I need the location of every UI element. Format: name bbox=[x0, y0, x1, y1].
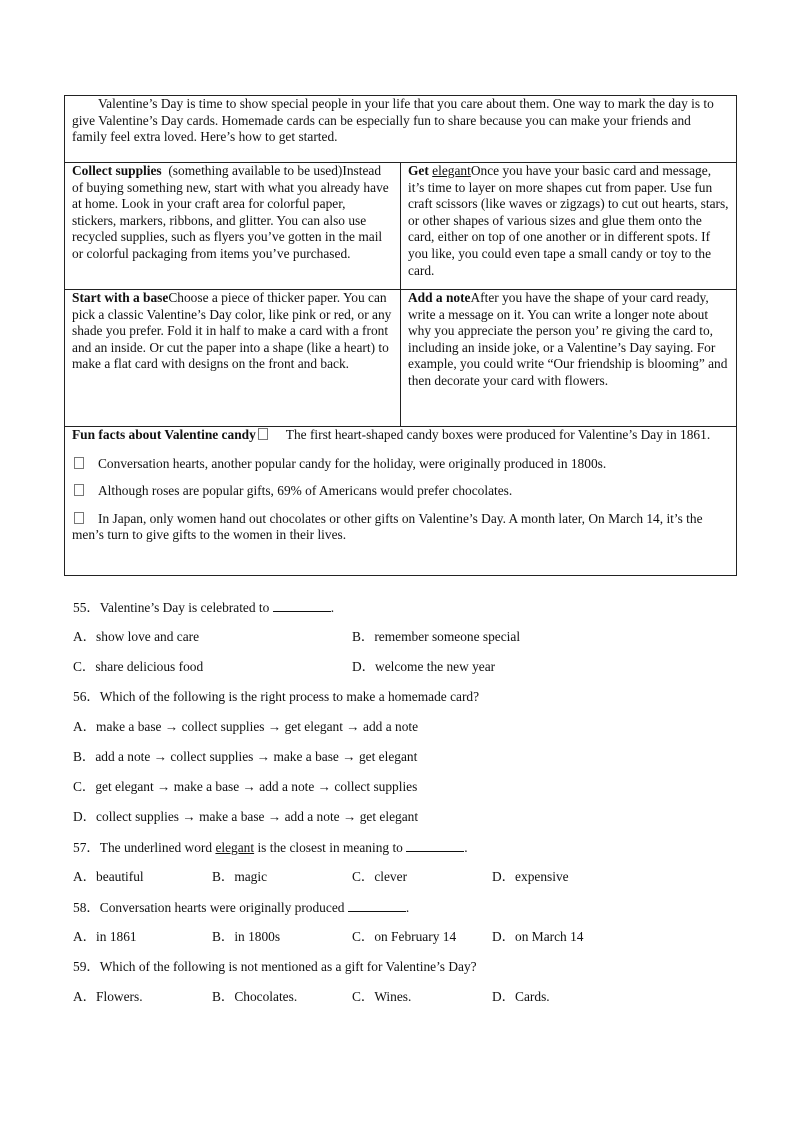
start-with-base-heading: Start with a base bbox=[72, 290, 169, 305]
fun-fact-item bbox=[72, 511, 729, 544]
add-note-body: After you have the shape of your card ready, write a message on it. You can write a longer note about why you appreciate the person you’ re giving the card to, including an inside joke, or a Valentine’s Day saying. For example, you could write “Our friendship is blooming” and then decorate your card with flowers. bbox=[408, 290, 728, 388]
fun-fact-item bbox=[72, 483, 729, 500]
option-c[interactable]: C．clever bbox=[352, 869, 408, 884]
question-55-options-row-1 bbox=[73, 629, 753, 659]
collect-supplies-cell bbox=[65, 163, 401, 290]
option-d[interactable]: D．Cards. bbox=[492, 989, 550, 1004]
option-d[interactable]: D．expensive bbox=[492, 869, 569, 884]
get-elegant-cell bbox=[401, 163, 737, 290]
question-59-stem: 59．Which of the following is not mentioned as a gift for Valentine’s Day? bbox=[73, 959, 477, 974]
fun-fact-text: Conversation hearts, another popular candy for the holiday, were originally produced in 1800s. bbox=[98, 455, 607, 471]
option-b[interactable]: B．Chocolates. bbox=[212, 989, 298, 1004]
question-59-options bbox=[73, 989, 753, 1019]
underlined-word: elegant bbox=[215, 840, 255, 855]
add-note-cell bbox=[401, 290, 737, 427]
answer-blank bbox=[348, 899, 406, 912]
start-with-base-body: Choose a piece of thicker paper. You can pick a classic Valentine’s Day color, like pink or red, or any shade you prefer. Fold it in half to make a card with a front and an inside. Or cut the paper into a shape (like a heart) to make a flat card with designs on the front and back. bbox=[72, 290, 392, 372]
option-c[interactable]: C．Wines. bbox=[352, 989, 412, 1004]
option-b[interactable]: B．magic bbox=[212, 869, 268, 884]
option-a[interactable]: A．make a base → collect supplies → get elegant → add a note bbox=[73, 719, 419, 734]
answer-blank bbox=[273, 599, 331, 612]
intro-text: Valentine’s Day is time to show special people in your life that you care about them. One way to mark the day is to give Valentine’s Day cards. Homemade cards can be especially fun to share because you can make your friends and family feel extra loved. Here’s how to get started. bbox=[72, 96, 714, 145]
fun-fact-text: In Japan, only women hand out chocolates or other gifts on Valentine’s Day. A month later, On March 14, it’s the men’s turn to give gifts to the women in their lives. bbox=[72, 510, 703, 543]
elegant-underlined-word: elegant bbox=[432, 163, 471, 178]
add-note-heading: Add a note bbox=[408, 290, 471, 305]
question-text-end: . bbox=[405, 900, 410, 915]
option-b[interactable]: B．in 1800s bbox=[212, 929, 281, 944]
collect-supplies-gloss: (something available to be used) bbox=[161, 163, 343, 178]
question-58-stem bbox=[73, 899, 753, 929]
bullet-square-icon bbox=[258, 428, 268, 440]
question-text: 57．The underlined word bbox=[73, 840, 216, 855]
option-a[interactable]: A．show love and care bbox=[73, 629, 200, 644]
answer-blank bbox=[406, 839, 464, 852]
question-56-stem: 56．Which of the following is the right process to make a homemade card? bbox=[73, 689, 480, 704]
fun-fact-item bbox=[72, 456, 729, 473]
start-with-base-cell bbox=[65, 290, 401, 427]
reading-passage-table bbox=[64, 95, 737, 576]
bullet-square-icon bbox=[74, 484, 84, 496]
intro-cell bbox=[65, 96, 737, 163]
collect-supplies-body: Instead of buying something new, start with what you already have at home. Look in your craft area for colorful paper, stickers, markers, ribbons, and glitter. You can also use recycled supplies, such as flyers you’ve gotten in the mail or colorful packaging from items you’ve purchased. bbox=[72, 163, 389, 261]
fun-fact-text: Although roses are popular gifts, 69% of Americans would prefer chocolates. bbox=[98, 483, 513, 499]
question-57-options bbox=[73, 869, 753, 899]
option-c[interactable]: C．get elegant → make a base → add a note → collect supplies bbox=[73, 779, 418, 794]
option-b[interactable]: B．remember someone special bbox=[352, 629, 521, 644]
question-text-end: . bbox=[464, 840, 468, 855]
bullet-square-icon bbox=[74, 512, 84, 524]
option-c[interactable]: C．on February 14 bbox=[352, 929, 457, 944]
get-elegant-heading: Get bbox=[408, 163, 433, 178]
option-b[interactable]: B．add a note → collect supplies → make a base → get elegant bbox=[73, 749, 418, 764]
fun-fact-text: The first heart-shaped candy boxes were produced for Valentine’s Day in 1861. bbox=[285, 427, 711, 442]
option-a[interactable]: A．in 1861 bbox=[73, 929, 137, 944]
question-57-stem bbox=[73, 839, 753, 869]
question-text: 58．Conversation hearts were originally produced bbox=[73, 900, 348, 915]
fun-facts-heading: Fun facts about Valentine candy bbox=[72, 427, 256, 442]
fun-facts-cell bbox=[65, 427, 737, 576]
bullet-square-icon bbox=[74, 457, 84, 469]
option-a[interactable]: A．beautiful bbox=[73, 869, 144, 884]
question-text-middle: is the closest in meaning to bbox=[254, 840, 407, 855]
option-d[interactable]: D．welcome the new year bbox=[352, 659, 496, 674]
collect-supplies-heading: Collect supplies bbox=[72, 163, 162, 178]
question-text-end: . bbox=[330, 600, 335, 615]
question-58-options bbox=[73, 929, 753, 959]
question-text: 55．Valentine’s Day is celebrated to bbox=[73, 600, 273, 615]
get-elegant-body: Once you have your basic card and message, it’s time to layer on more shapes cut from paper. Use fun craft scissors (like waves or zigzags) to cut out hearts, stars, or other shapes of various sizes and glue them onto the card, either on top of one another or in different spots. If you like, you could even tape a small candy or toy to the card. bbox=[408, 163, 729, 278]
questions-section bbox=[73, 599, 753, 1019]
option-a[interactable]: A．Flowers. bbox=[73, 989, 143, 1004]
question-55-options-row-2 bbox=[73, 659, 753, 689]
question-55-stem bbox=[73, 599, 753, 629]
option-c[interactable]: C．share delicious food bbox=[73, 659, 204, 674]
option-d[interactable]: D．collect supplies → make a base → add a note → get elegant bbox=[73, 809, 419, 824]
option-d[interactable]: D．on March 14 bbox=[492, 929, 584, 944]
fun-fact-first bbox=[72, 427, 729, 444]
